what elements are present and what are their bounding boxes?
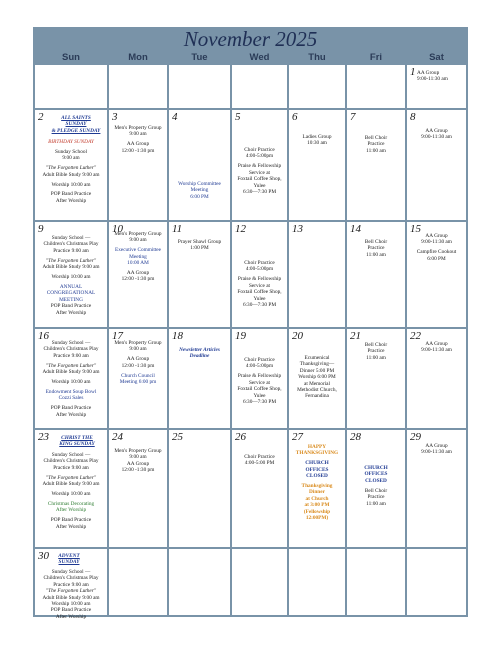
day-cell-nov-26[interactable] xyxy=(232,430,287,547)
day-cell-empty xyxy=(289,65,345,108)
event-worship: Worship 10:00 am xyxy=(51,491,91,498)
date-number: 29 xyxy=(410,431,421,443)
event-practice: Practice xyxy=(367,245,385,252)
date-number: 27 xyxy=(292,431,303,443)
event-time: 6:00 PM xyxy=(190,193,209,200)
date-number: 15 xyxy=(410,223,421,235)
event-line: Service at xyxy=(248,379,271,386)
event-worship-committee: Worship Committee xyxy=(178,181,221,187)
event-pop-band: POP Band Practice xyxy=(50,191,92,198)
event-newsletter-articles: Newsletter Articles xyxy=(179,347,220,353)
event-location: Methodist Church, xyxy=(297,387,337,394)
event-ladies-group: Ladies Group xyxy=(302,134,332,140)
event-worship: Worship 10:00 am xyxy=(51,181,91,188)
event-location: Foxtail Coffee Shop, xyxy=(237,176,282,183)
event-forgotten-luther: "The Forgotten Luther" xyxy=(45,257,97,264)
event-executive-committee: Executive Committee xyxy=(114,247,162,254)
event-time: 4:00-5:00 PM xyxy=(244,460,275,467)
event-time: 11:00 am xyxy=(366,500,386,507)
event-sunday-school: Sunday School xyxy=(55,148,87,155)
date-number: 2 xyxy=(38,111,44,123)
event-practice: Practice xyxy=(367,141,385,148)
notice-church: CHURCH xyxy=(364,465,388,471)
day-cell-nov-15[interactable] xyxy=(407,222,466,327)
event-mens-property: Men's Property Group xyxy=(114,231,162,237)
event-christmas-play: Children's Christmas Play xyxy=(43,346,99,353)
day-cell-nov-5[interactable] xyxy=(232,110,287,220)
date-number: 9 xyxy=(38,223,44,235)
event-time: Practice 9:00 am xyxy=(53,464,89,471)
day-cell-empty xyxy=(109,549,167,615)
event-aa-group: AA Group xyxy=(126,356,150,363)
event-praise-fellowship: Praise & Fellowship xyxy=(237,276,282,283)
day-cell-nov-10[interactable] xyxy=(109,222,167,327)
event-sunday-school: Sunday School — xyxy=(51,452,91,458)
date-number: 19 xyxy=(235,330,246,342)
event-fellowship: (Fellowship xyxy=(303,508,331,515)
event-annual-meeting: CONGREGATIONAL xyxy=(46,290,96,297)
date-number: 20 xyxy=(292,330,303,342)
event-time: 6:30—7:30 PM xyxy=(242,398,277,405)
event-time: 11:00 am xyxy=(366,147,386,154)
notice-closed: CLOSED xyxy=(306,473,328,480)
event-after-worship: After Worship xyxy=(55,507,87,514)
event-time: 9:00-11:30 am xyxy=(421,134,452,141)
date-number: 14 xyxy=(350,223,361,235)
date-number: 5 xyxy=(235,111,241,123)
day-cell-nov-18[interactable] xyxy=(169,329,230,428)
event-time: 9:00 am xyxy=(129,346,147,353)
event-christmas-play: Children's Christmas Play xyxy=(43,458,99,465)
day-cell-nov-11[interactable] xyxy=(169,222,230,327)
event-time: Meeting 6:00 pm xyxy=(119,379,157,386)
event-pop-band: POP Band Practice xyxy=(50,607,92,614)
event-time: 6:30—7:30 PM xyxy=(242,301,277,308)
event-location: at Memorial xyxy=(303,380,331,387)
event-worship: Worship 10:00 am xyxy=(51,274,91,281)
event-aa-group: AA Group xyxy=(126,460,150,467)
day-cell-nov-17[interactable] xyxy=(109,329,167,428)
event-christmas-play: Children's Christmas Play xyxy=(43,575,99,582)
day-cell-nov-1[interactable] xyxy=(407,65,466,108)
weekday-fri: Fri xyxy=(369,52,383,63)
date-number: 6 xyxy=(292,111,298,123)
event-praise-fellowship: Praise & Fellowship xyxy=(237,163,282,170)
event-time: 4:00-5:00pm xyxy=(245,363,274,370)
date-number: 13 xyxy=(292,223,303,235)
day-cell-empty xyxy=(347,549,405,615)
event-happy: HAPPY xyxy=(307,444,327,450)
date-number: 1 xyxy=(410,66,416,78)
date-number: 22 xyxy=(410,330,421,342)
event-dinner: Dinner xyxy=(309,489,325,496)
event-mens-property: Men's Property Group xyxy=(114,448,162,454)
event-time: 9:00 am xyxy=(129,237,147,244)
holiday-sunday: SUNDAY xyxy=(58,559,80,566)
event-mens-property: Men's Property Group xyxy=(114,125,162,131)
event-forgotten-luther: "The Forgotten Luther" xyxy=(45,362,97,369)
event-sunday-school: Sunday School — xyxy=(51,569,91,575)
event-time: 6:00 PM xyxy=(427,255,446,262)
event-ecumenical: Ecumenical xyxy=(304,355,330,361)
day-cell-nov-13[interactable] xyxy=(289,222,345,327)
event-meeting: Meeting xyxy=(129,253,147,260)
event-worship: Worship 10:00 am xyxy=(51,601,91,608)
event-church-council: Church Council xyxy=(121,372,155,379)
date-number: 10 xyxy=(112,223,123,235)
event-time: 9:00-11:30 am xyxy=(417,76,448,83)
event-time: 9:00 am xyxy=(129,454,147,461)
event-aa-group: AA Group xyxy=(425,341,448,347)
event-location: Yulee xyxy=(253,392,266,399)
event-after-worship: After Worship xyxy=(55,309,87,316)
day-cell-nov-27[interactable] xyxy=(289,430,345,547)
event-time: 6:30—7:30 PM xyxy=(242,188,277,195)
event-bell-choir: Bell Choir xyxy=(364,239,388,245)
event-choir-practice: Choir Practice xyxy=(244,260,275,266)
event-thanksgiving-dinner: Thanksgiving xyxy=(301,483,333,490)
date-number: 24 xyxy=(112,431,123,443)
event-time: 1:00 PM xyxy=(190,245,209,252)
date-number: 26 xyxy=(235,431,246,443)
event-choir-practice: Choir Practice xyxy=(244,147,275,153)
event-line: Service at xyxy=(248,282,271,289)
event-sunday-school: Sunday School — xyxy=(51,235,91,241)
event-time: at 3:00 PM xyxy=(304,502,330,509)
holiday-advent: ADVENT xyxy=(58,553,80,559)
day-cell-empty xyxy=(169,65,230,108)
event-annual-meeting: MEETING xyxy=(59,296,83,303)
event-after-worship: After Worship xyxy=(55,411,87,418)
event-sunday-school: Sunday School — xyxy=(51,340,91,346)
event-thanksgiving: THANKSGIVING xyxy=(295,450,339,457)
event-time: 9:00 am xyxy=(129,131,147,138)
event-thanksgiving: Thanksgiving— xyxy=(299,361,335,368)
day-cell-nov-22[interactable] xyxy=(407,329,466,428)
holiday-pledge-sunday: & PLEDGE SUNDAY xyxy=(51,127,101,134)
event-time: 4:00-5:00pm xyxy=(245,153,274,160)
event-time: 11:00 am xyxy=(366,251,386,258)
event-time: Practice 9:00 am xyxy=(53,581,89,588)
event-location: Foxtail Coffee Shop, xyxy=(237,289,282,296)
event-time: 9:00 am xyxy=(62,155,80,162)
event-time: 12:00 -1:30 pm xyxy=(121,147,155,154)
event-adult-bible-study: Adult Bible Study 9:00 am xyxy=(42,594,100,601)
event-choir-practice: Choir Practice xyxy=(244,454,275,460)
event-location: Foxtail Coffee Shop, xyxy=(237,386,282,393)
day-cell-nov-3[interactable] xyxy=(109,110,167,220)
event-worship: Worship 6:00 PM xyxy=(298,374,336,381)
day-cell-nov-7[interactable] xyxy=(347,110,405,220)
event-dinner: Dinner 5:00 PM xyxy=(299,367,335,374)
event-time: 12:00 -1:30 pm xyxy=(121,362,155,369)
event-time: 10:00 AM xyxy=(127,260,149,267)
event-location: at Church xyxy=(305,495,329,502)
date-number: 28 xyxy=(350,431,361,443)
event-time: 12:00PM) xyxy=(305,515,329,522)
day-cell-nov-23[interactable] xyxy=(35,430,107,547)
event-aa-group: AA Group xyxy=(425,443,448,449)
event-time: 12:00 -1:30 pm xyxy=(121,276,155,283)
day-cell-empty xyxy=(232,549,287,615)
day-cell-empty xyxy=(289,549,345,615)
event-forgotten-luther: "The Forgotten Luther" xyxy=(45,588,97,595)
event-time: 9:00-11:30 am xyxy=(421,347,452,354)
date-number: 4 xyxy=(172,111,178,123)
event-adult-bible-study: Adult Bible Study 9:00 am xyxy=(42,481,100,488)
event-line: Service at xyxy=(248,169,271,176)
holiday-sunday: SUNDAY xyxy=(65,121,87,128)
day-cell-nov-30[interactable] xyxy=(35,549,107,620)
weekday-sun: Sun xyxy=(62,52,80,63)
date-number: 16 xyxy=(38,330,49,342)
weekday-tue: Tue xyxy=(191,52,208,63)
event-practice: Practice xyxy=(367,348,385,355)
date-number: 30 xyxy=(38,550,49,562)
date-number: 11 xyxy=(172,223,183,235)
event-adult-bible-study: Adult Bible Study 9:00 am xyxy=(42,369,100,376)
date-number: 7 xyxy=(350,111,356,123)
day-cell-empty xyxy=(109,65,167,108)
event-aa-group: AA Group xyxy=(425,233,448,239)
event-after-worship: After Worship xyxy=(55,523,87,530)
date-number: 23 xyxy=(38,431,49,443)
date-number: 18 xyxy=(172,330,183,342)
notice-offices: OFFICES xyxy=(364,471,388,478)
day-cell-empty xyxy=(35,65,107,108)
event-mens-property: Men's Property Group xyxy=(114,340,162,346)
day-cell-empty xyxy=(347,65,405,108)
event-after-worship: After Worship xyxy=(55,197,87,204)
day-cell-nov-25[interactable] xyxy=(169,430,230,547)
event-pop-band: POP Band Practice xyxy=(50,303,92,310)
weekday-thu: Thu xyxy=(308,52,326,63)
day-cell-nov-16[interactable] xyxy=(35,329,107,428)
date-number: 17 xyxy=(112,330,123,342)
day-cell-nov-19[interactable] xyxy=(232,329,287,428)
day-cell-nov-12[interactable] xyxy=(232,222,287,327)
notice-closed: CLOSED xyxy=(365,477,387,484)
event-time: 10:30 am xyxy=(307,140,327,147)
day-cell-nov-28[interactable] xyxy=(347,430,405,547)
day-cell-nov-2[interactable] xyxy=(35,110,107,220)
event-after-worship: After Worship xyxy=(55,613,87,620)
day-cell-nov-8[interactable] xyxy=(407,110,466,220)
day-cell-nov-24[interactable] xyxy=(109,430,167,547)
event-time: 12:00 -1:30 pm xyxy=(121,467,155,474)
date-number: 3 xyxy=(112,111,118,123)
event-pop-band: POP Band Practice xyxy=(50,405,92,412)
holiday-king-sunday: KING SUNDAY xyxy=(59,441,95,448)
date-number: 25 xyxy=(172,431,183,443)
holiday-christ-the-king: CHRIST THE xyxy=(61,435,93,441)
event-adult-bible-study: Adult Bible Study 9:00 am xyxy=(42,264,100,271)
event-worship: Worship 10:00 am xyxy=(51,379,91,386)
weekday-sat: Sat xyxy=(429,52,444,63)
event-location: Fernandina xyxy=(305,393,329,400)
event-cozzi-sales: Cozzi Sales xyxy=(58,395,84,402)
event-forgotten-luther: "The Forgotten Luther" xyxy=(45,165,97,172)
day-cell-empty xyxy=(169,549,230,615)
event-pop-band: POP Band Practice xyxy=(50,517,92,524)
event-time: 9:00-11:30 am xyxy=(421,239,452,246)
weekday-mon: Mon xyxy=(128,52,148,63)
day-cell-nov-20[interactable] xyxy=(289,329,345,428)
event-aa-group: AA Group xyxy=(126,141,150,148)
event-christmas-decorating: Christmas Decorating xyxy=(47,500,95,507)
event-time: Practice 9:00 am xyxy=(53,247,89,254)
event-time: 4:00-5:00pm xyxy=(245,266,274,273)
event-forgotten-luther: "The Forgotten Luther" xyxy=(45,474,97,481)
day-cell-nov-21[interactable] xyxy=(347,329,405,428)
calendar-title: November 2025 xyxy=(183,27,318,51)
day-cell-empty xyxy=(407,549,466,615)
day-cell-nov-29[interactable] xyxy=(407,430,466,547)
notice-church: CHURCH xyxy=(305,460,329,467)
event-time: 9:00-11:30 am xyxy=(421,449,452,456)
calendar xyxy=(33,27,468,620)
day-cell-nov-14[interactable] xyxy=(347,222,405,327)
event-aa-group: AA Group xyxy=(126,270,150,277)
event-adult-bible-study: Adult Bible Study 9:00 am xyxy=(42,171,100,178)
date-number: 8 xyxy=(410,111,416,123)
event-aa-group: AA Group xyxy=(417,70,440,76)
notice-offices: OFFICES xyxy=(305,466,329,473)
event-endowment-soup-bowl: Endowment Soup Bowl xyxy=(45,388,97,395)
day-cell-nov-9[interactable] xyxy=(35,222,107,327)
date-number: 12 xyxy=(235,223,246,235)
date-number: 21 xyxy=(350,330,361,342)
event-practice: Practice xyxy=(367,494,385,501)
event-annual-meeting: ANNUAL xyxy=(59,283,83,290)
event-time: Practice 9:00 am xyxy=(53,352,89,359)
event-location: Yulee xyxy=(253,295,266,302)
event-prayer-shawl: Prayer Shawl Group xyxy=(177,239,222,245)
event-birthday-sunday: BIRTHDAY SUNDAY xyxy=(48,139,94,145)
event-meeting: Meeting xyxy=(190,187,209,194)
event-location: Yulee xyxy=(253,182,266,189)
event-bell-choir: Bell Choir xyxy=(364,487,388,494)
event-campfire-cookout: Campfire Cookout xyxy=(416,249,457,256)
event-bell-choir: Bell Choir xyxy=(364,135,388,141)
day-cell-empty xyxy=(232,65,287,108)
day-cell-nov-4[interactable] xyxy=(169,110,230,220)
event-praise-fellowship: Praise & Fellowship xyxy=(237,373,282,380)
event-aa-group: AA Group xyxy=(425,128,448,134)
day-cell-nov-6[interactable] xyxy=(289,110,345,220)
event-time: 11:00 am xyxy=(366,354,386,361)
event-choir-practice: Choir Practice xyxy=(244,357,275,363)
event-deadline: Deadline xyxy=(189,353,210,360)
event-bell-choir: Bell Choir xyxy=(364,342,388,348)
holiday-all-saints: ALL SAINTS xyxy=(61,115,91,121)
event-christmas-play: Children's Christmas Play xyxy=(43,241,99,248)
weekday-wed: Wed xyxy=(249,52,270,63)
